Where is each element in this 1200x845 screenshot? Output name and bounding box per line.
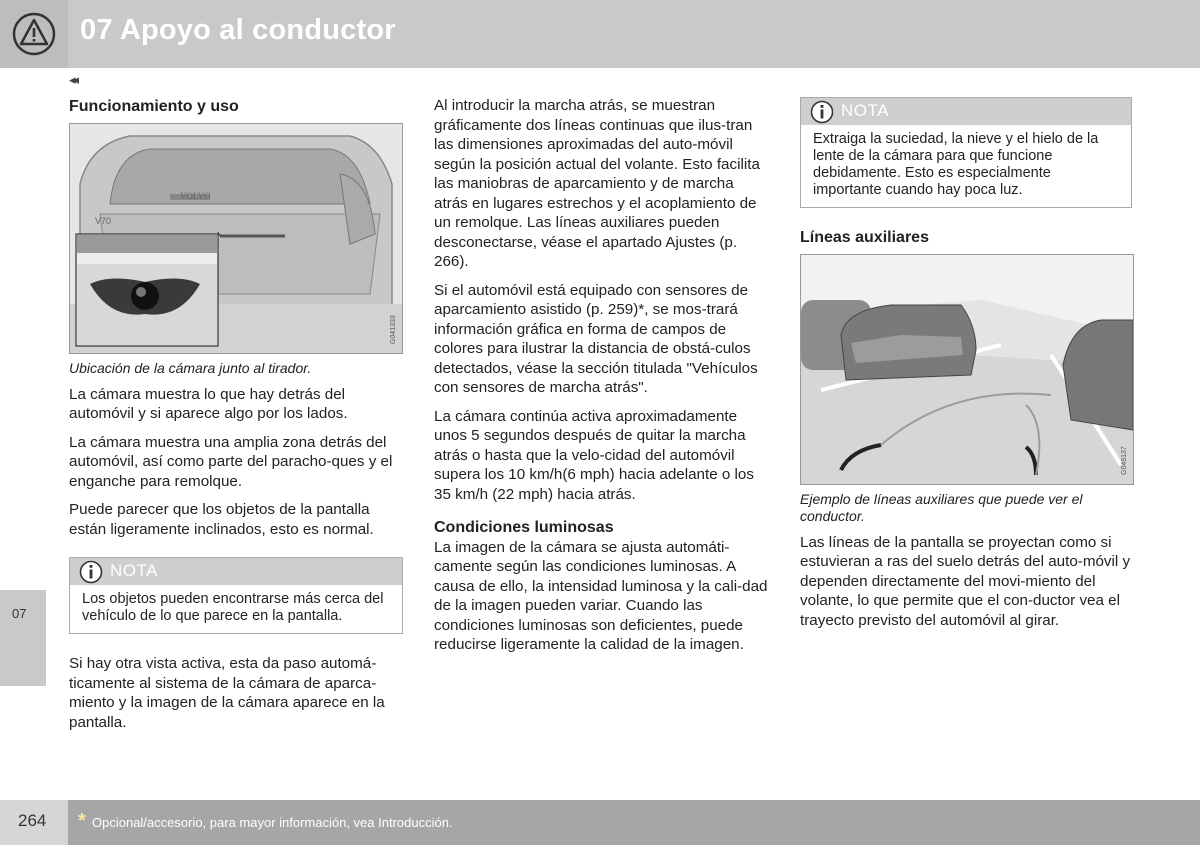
section-heading: Funcionamiento y uso: [69, 98, 239, 115]
column-1: [69, 97, 403, 741]
camera-location-figure: [69, 123, 403, 354]
column-2: [434, 96, 768, 664]
car-rear-illustration: [70, 124, 402, 353]
figure-code: G041333: [390, 314, 397, 344]
column-3: [800, 97, 1132, 639]
page-number-box: [0, 800, 68, 845]
figure-code: G049137: [1121, 445, 1128, 475]
footer-note: Opcional/accesorio, para mayor información, vea Introducción.: [92, 815, 453, 830]
note-header: [70, 558, 402, 585]
note-title: NOTA: [110, 561, 158, 580]
note-header: [801, 98, 1131, 125]
section-heading: Condiciones luminosas: [434, 519, 614, 536]
note-text: Extraiga la suciedad, la nieve y el hielo de la lente de la cámara para que funcione debidamente. Esto es especialmente importante cuando hay poca luz.: [813, 131, 1099, 198]
paragraph: Al introducir la marcha atrás, se muestran gráficamente dos líneas continuas que ilus-tran las dimensiones aproximadas del auto-móvil según la posición actual del volante. Esto facilita las maniobras de aparcamiento y de marcha atrás en lugares estrechos y el acoplamiento de un remolque. Las líneas auxiliares pueden desconectarse, véase el apartado Ajustes (p. 266).: [434, 97, 760, 270]
note-box: [800, 97, 1132, 208]
figure-caption: Ubicación de la cámara junto al tirador.: [69, 359, 312, 376]
paragraph: La cámara muestra lo que hay detrás del automóvil y si aparece algo por los lados.: [69, 385, 348, 422]
paragraph: Si hay otra vista activa, esta da paso automá-ticamente al sistema de la cámara de aparca-miento y la imagen de la cámara aparece en la pantalla.: [69, 655, 385, 731]
footer: [0, 800, 1200, 845]
warning-icon: [0, 0, 68, 68]
parking-camera-illustration: [801, 255, 1133, 484]
chapter-tab-label: 07: [12, 606, 27, 621]
paragraph: La cámara muestra una amplia zona detrás del automóvil, así como parte del paracho-ques y el enganche para remolque.: [69, 433, 393, 490]
back-navigation-icon[interactable]: ◂◂: [69, 72, 77, 87]
guide-lines-figure: [800, 254, 1134, 485]
paragraph: La imagen de la cámara se ajusta automáti-camente según las condiciones luminosas. A causa de ello, la intensidad luminosa y la cali-dad de la imagen pueden variar. Cuando las condiciones luminosas son deficientes, puede reducirse ligeramente la calidad de la imagen.: [434, 538, 768, 653]
info-icon: [79, 560, 103, 584]
page-number: 264: [18, 811, 47, 830]
section-heading: Líneas auxiliares: [800, 229, 929, 246]
asterisk-icon: *: [78, 810, 86, 832]
info-icon: [810, 100, 834, 124]
footer-bar: [68, 800, 1200, 845]
brand-text: VOLVO: [180, 190, 211, 201]
note-text: Los objetos pueden encontrarse más cerca del vehículo de lo que parece en la pantalla.: [82, 591, 384, 624]
model-badge: V70: [95, 215, 112, 226]
note-title: NOTA: [841, 101, 889, 120]
paragraph: La cámara continúa activa aproximadamente unos 5 segundos después de quitar la marcha atrás o hasta que la velo-cidad del automóvil supera los 10 km/h(6 mph) hacia adelante o los 35 km/h (22 mph) hacia atrás.: [434, 407, 754, 503]
paragraph: Puede parecer que los objetos de la pantalla están ligeramente inclinados, esto es normal.: [69, 501, 374, 538]
figure-caption: Ejemplo de líneas auxiliares que puede ver el conductor.: [800, 490, 1083, 524]
paragraph: Las líneas de la pantalla se proyectan como si estuvieran a ras del suelo detrás del auto-móvil y dependen directamente del movi-miento del volante, lo que permite que el con-ductor vea el trayecto previsto del automóvil al girar.: [800, 533, 1131, 629]
chapter-title: 07 Apoyo al conductor: [80, 14, 396, 46]
note-box: [69, 557, 403, 634]
chapter-tab[interactable]: [0, 590, 46, 686]
paragraph: Si el automóvil está equipado con sensores de aparcamiento asistido (p. 259)*, se mos-trará información gráfica en forma de campos de colores para ilustrar la distancia de obstá-culos detectados, véase la sección titulada "Vehículos con sensores de marcha atrás".: [434, 281, 758, 396]
warning-icon-box: [0, 0, 68, 68]
